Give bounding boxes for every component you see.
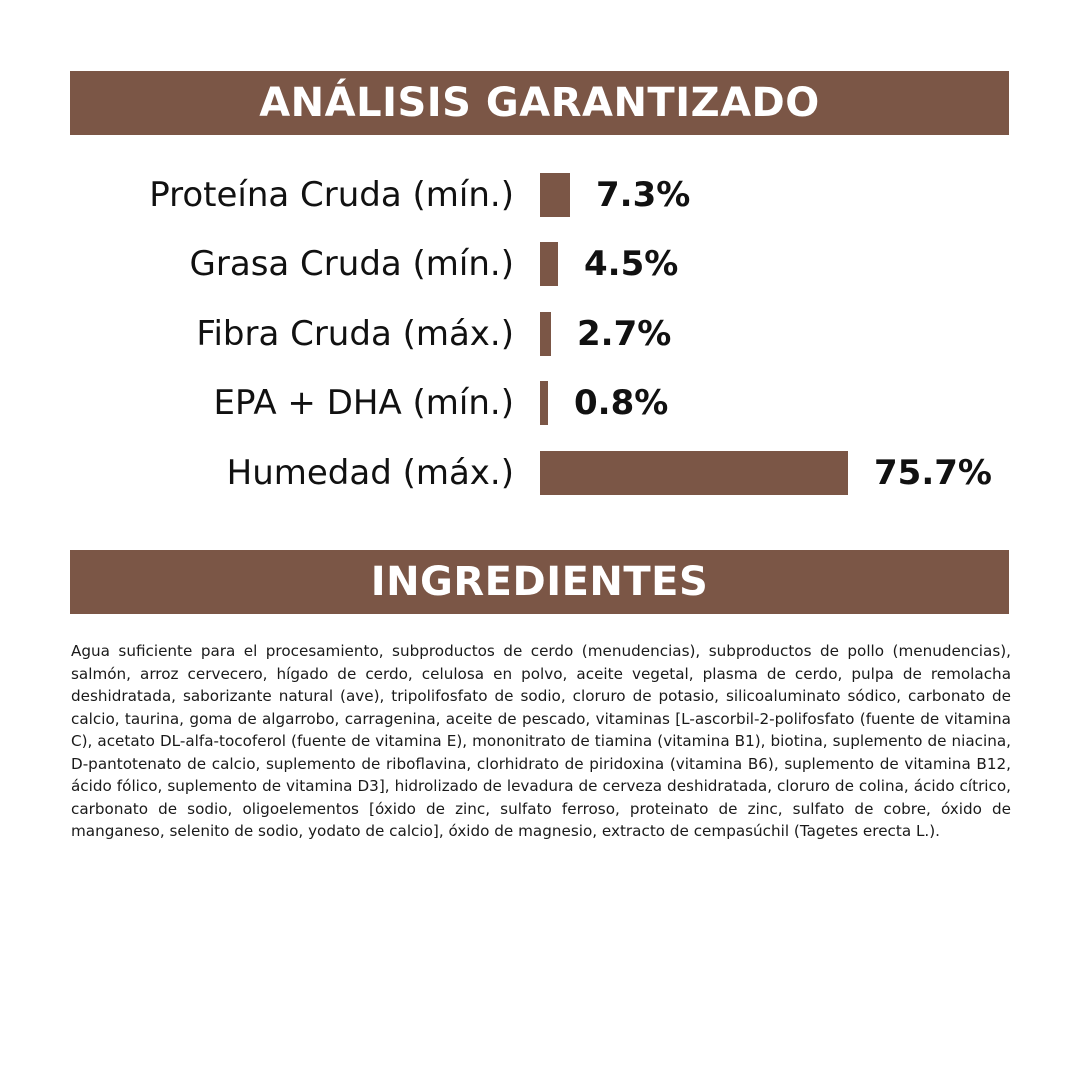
guaranteed-analysis-chart xyxy=(0,150,1080,530)
value-label: 4.5% xyxy=(584,244,679,284)
analysis-header-banner xyxy=(70,71,1009,135)
category-label: Fibra Cruda (máx.) xyxy=(196,314,514,354)
category-label: EPA + DHA (mín.) xyxy=(213,383,514,423)
ingredients-text: Agua suficiente para el procesamiento, subproductos de cerdo (menudencias), subproductos de pollo (menudencias), salmón, arroz cervecero, hígado de cerdo, celulosa en polvo, aceite vegetal, plasma de cerdo, pulpa de remolacha deshidratada, saborizante natural (ave), tripolifosfato de sodio, cloruro de potasio, silicoaluminato sódico, carbonato de calcio, taurina, goma de algarrobo, carragenina, aceite de pescado, vitaminas [L-ascorbil-2-polifosfato (fuente de vitamina C), acetato DL-alfa-tocoferol (fuente de vitamina E), mononitrato de tiamina (vitamina B1), biotina, suplemento de niacina, D-pantotenato de calcio, suplemento de riboflavina, clorhidrato de piridoxina (vitamina B6), suplemento de vitamina B12, ácido fólico, suplemento de vitamina D3], hidrolizado de levadura de cerveza deshidratada, cloruro de colina, ácido cítrico, carbonato de sodio, oligoelementos [óxido de zinc, sulfato ferroso, proteinato de zinc, sulfato de cobre, óxido de manganeso, selenito de sodio, yodato de calcio], óxido de magnesio, extracto de cempasúchil (Tagetes erecta L.). xyxy=(71,642,1011,840)
chart-row xyxy=(0,379,1080,427)
chart-row xyxy=(0,240,1080,288)
bar xyxy=(540,451,848,495)
value-label: 0.8% xyxy=(574,383,669,423)
bar xyxy=(540,242,558,286)
chart-row xyxy=(0,310,1080,358)
category-label: Grasa Cruda (mín.) xyxy=(189,244,514,284)
category-label: Humedad (máx.) xyxy=(226,453,514,493)
bar xyxy=(540,173,570,217)
ingredients-title: INGREDIENTES xyxy=(370,559,709,605)
ingredients-header-banner xyxy=(70,550,1009,614)
category-label: Proteína Cruda (mín.) xyxy=(149,175,514,215)
value-label: 7.3% xyxy=(596,175,691,215)
bar xyxy=(540,381,548,425)
value-label: 2.7% xyxy=(577,314,672,354)
analysis-title: ANÁLISIS GARANTIZADO xyxy=(259,80,820,126)
chart-row xyxy=(0,171,1080,219)
value-label: 75.7% xyxy=(874,453,992,493)
chart-row xyxy=(0,449,1080,497)
bar xyxy=(540,312,551,356)
